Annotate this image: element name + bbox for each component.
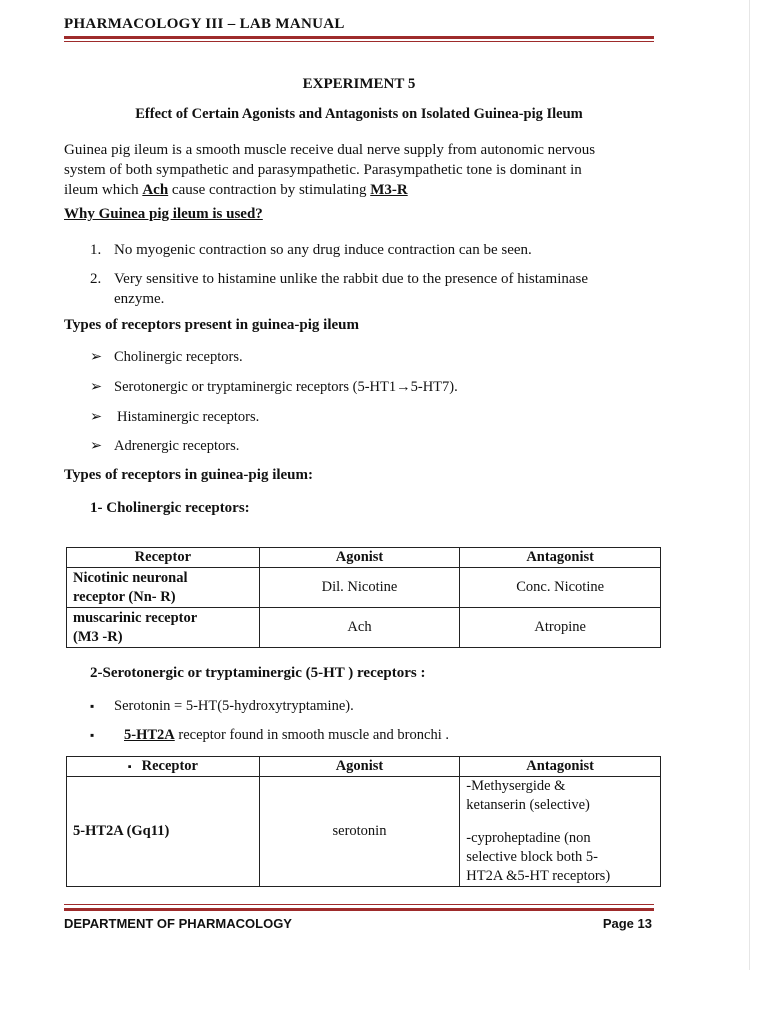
receptor-cell bbox=[67, 608, 260, 648]
col-header-antagonist: Antagonist bbox=[460, 548, 661, 568]
arrow-bullet-icon: ➢ bbox=[90, 349, 103, 365]
types-present-heading: Types of receptors present in guinea-pig ileum bbox=[64, 317, 359, 333]
types-present-item-4 bbox=[90, 438, 239, 455]
antagonist-cell: Conc. Nicotine bbox=[460, 568, 661, 608]
col-header-agonist: Agonist bbox=[259, 548, 460, 568]
cholinergic-subheading: 1- Cholinergic receptors: bbox=[90, 500, 250, 516]
footer-department: DEPARTMENT OF PHARMACOLOGY bbox=[64, 916, 292, 931]
experiment-number: EXPERIMENT 5 bbox=[302, 76, 416, 92]
why-item-1-number: 1. bbox=[90, 242, 102, 258]
antagonist-cell bbox=[460, 777, 661, 887]
intro-line-1: Guinea pig ileum is a smooth muscle receive dual nerve supply from autonomic nervous bbox=[64, 142, 596, 158]
col-header-antagonist: Antagonist bbox=[460, 757, 661, 777]
serotonergic-item-2-text: receptor found in smooth muscle and bronchi . bbox=[174, 727, 449, 743]
why-heading: Why Guinea pig ileum is used? bbox=[64, 206, 263, 222]
antagonist-cell: Atropine bbox=[460, 608, 661, 648]
m3r-term: M3-R bbox=[370, 182, 408, 198]
serotonergic-heading: 2-Serotonergic or tryptaminergic (5-HT ) receptors : bbox=[90, 665, 426, 681]
experiment-title: Effect of Certain Agonists and Antagonists on Isolated Guinea-pig Ileum bbox=[135, 106, 583, 122]
ach-term: Ach bbox=[142, 182, 169, 198]
header-rule bbox=[64, 36, 654, 39]
arrow-bullet-icon: ➢ bbox=[90, 438, 103, 454]
antagonist-b-line-3: HT2A &5-HT receptors) bbox=[466, 868, 611, 884]
square-bullet-icon: ▪ bbox=[90, 728, 95, 742]
types-present-item-2 bbox=[90, 379, 458, 396]
col-header-agonist: Agonist bbox=[259, 757, 460, 777]
footer-rule bbox=[64, 908, 654, 911]
serotonergic-item-1-text: Serotonin = 5-HT(5-hydroxytryptamine). bbox=[114, 698, 354, 714]
col-header-receptor bbox=[67, 757, 260, 777]
types-present-item-3-text: Histaminergic receptors. bbox=[117, 409, 260, 425]
page-edge bbox=[749, 0, 750, 970]
intro-line-3-mid: cause contraction by stimulating bbox=[168, 182, 371, 198]
square-bullet-icon: ▪ bbox=[127, 761, 132, 773]
page-header-title: PHARMACOLOGY III – LAB MANUAL bbox=[64, 16, 345, 32]
agonist-cell: serotonin bbox=[259, 777, 460, 887]
agonist-cell: Ach bbox=[259, 608, 460, 648]
receptor-line-2: receptor (Nn- R) bbox=[73, 588, 176, 605]
footer-rule-thin bbox=[64, 904, 654, 905]
types-present-item-4-text: Adrenergic receptors. bbox=[114, 438, 240, 454]
col-header-receptor: Receptor bbox=[67, 548, 260, 568]
serotonin-table bbox=[66, 756, 661, 887]
antagonist-a-line-2: ketanserin (selective) bbox=[466, 797, 590, 813]
types-present-item-1-text: Cholinergic receptors. bbox=[114, 349, 243, 365]
types-in-heading: Types of receptors in guinea-pig ileum: bbox=[64, 467, 314, 483]
agonist-cell: Dil. Nicotine bbox=[259, 568, 460, 608]
antagonist-b-line-2: selective block both 5- bbox=[466, 849, 598, 865]
table-row bbox=[67, 568, 661, 608]
square-bullet-icon: ▪ bbox=[90, 699, 95, 713]
intro-line-3-pre: ileum which bbox=[64, 182, 143, 198]
serotonergic-item-2 bbox=[90, 727, 449, 744]
why-item-1 bbox=[90, 240, 650, 260]
receptor-line-1: muscarinic receptor bbox=[73, 609, 198, 626]
why-item-2 bbox=[90, 269, 630, 309]
receptor-line-1: Nicotinic neuronal bbox=[73, 569, 188, 586]
types-present-item-1 bbox=[90, 349, 243, 366]
receptor-cell bbox=[67, 568, 260, 608]
antagonist-b-line-1: -cyproheptadine (non bbox=[466, 830, 591, 846]
intro-paragraph bbox=[64, 140, 654, 200]
cholinergic-table bbox=[66, 547, 661, 648]
why-item-1-text: No myogenic contraction so any drug induce contraction can be seen. bbox=[114, 242, 532, 258]
intro-line-2: system of both sympathetic and parasympathetic. Parasympathetic tone is dominant in bbox=[64, 162, 582, 178]
types-present-item-3 bbox=[90, 409, 259, 426]
types-present-item-2-text: Serotonergic or tryptaminergic receptors (5-HT1→5-HT7). bbox=[114, 379, 458, 395]
why-item-2-number: 2. bbox=[90, 271, 102, 287]
5ht2a-term: 5-HT2A bbox=[124, 727, 175, 743]
receptor-line-2: (M3 -R) bbox=[73, 628, 123, 645]
table-header-row bbox=[67, 757, 661, 777]
table-row bbox=[67, 608, 661, 648]
arrow-bullet-icon: ➢ bbox=[90, 379, 103, 395]
arrow-bullet-icon: ➢ bbox=[90, 409, 103, 425]
why-item-2-text: Very sensitive to histamine unlike the rabbit due to the presence of histaminase enzyme. bbox=[114, 271, 589, 307]
serotonergic-item-1 bbox=[90, 698, 354, 715]
header-rule-thin bbox=[64, 41, 654, 42]
footer-page-number: Page 13 bbox=[602, 916, 652, 931]
intro-line-3 bbox=[64, 180, 654, 200]
table-header-row bbox=[67, 548, 661, 568]
receptor-cell: 5-HT2A (Gq11) bbox=[67, 777, 260, 887]
col-header-receptor-text: Receptor bbox=[141, 758, 198, 774]
table-row bbox=[67, 777, 661, 887]
antagonist-a-line-1: -Methysergide & bbox=[466, 778, 566, 794]
